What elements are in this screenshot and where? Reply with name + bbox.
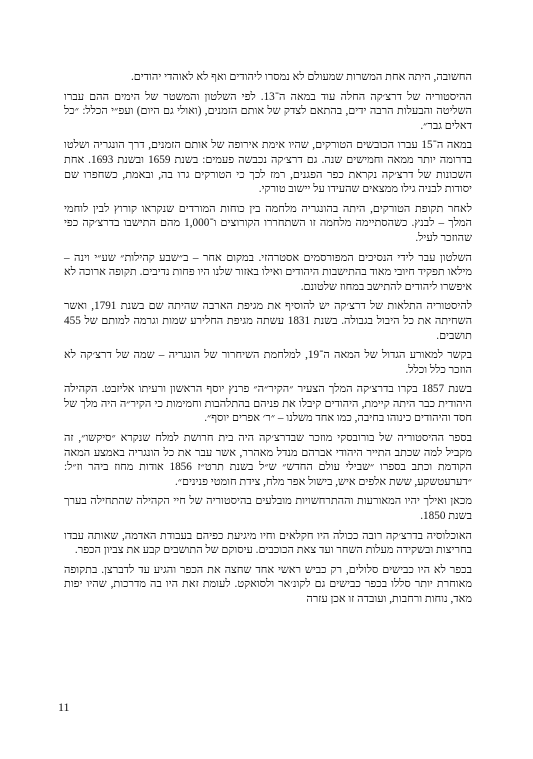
paragraph: ההיסטוריה של דרצ׳קה החלה עוד במאה ה־13. לפי השלטון והמשטר של הימים ההם עברו השליטה והבעלות הרבה ידים, בהתאם לצדק של אותם הזמנים, (ואולי גם היום) ועפ״י הכלל: ״כל דאלים גבר״.: [64, 90, 472, 132]
paragraph: בשנת 1857 בקרו בדרצ׳קה המלך הצעיר ״הקיר״ה״ פרנץ יוסף הראשון ורעיתו אליזבט. הקהילה היהודית כבר היתה קיימת, היהודים קיבלו את פניהם בהתלהבות וחמימות כי הקיר״ה היה מלך של חסד והיהודים כינוהו בחיבה, כמו אחד משלנו – ״ר׳ אפרים יוסף״.: [64, 383, 472, 425]
paragraph: בכפר לא היו כבישים סלולים, רק כביש ראשי אחד שחצה את הכפר והגיע עד לדברצן. בתקופה מאוחרת יותר סללו בכפר כבישים גם לקונ׳אר ולסואקט. לעומת זאת היו בה מדרכות, שהיו יפות מאד, נוחות ורחבות, ועובדה זו אכן עזרה: [64, 563, 472, 605]
paragraph: מכאן ואילך יהיו המאורעות וההתרחשויות מובלעים בהיסטוריה של חיי הקהילה שהתחילה בערך בשנת 1850.: [64, 495, 472, 523]
paragraph: לאחר תקופת הטורקים, היתה בהונגריה מלחמה בין כוחות המורדים שנקראו קורוץ לבין לוחמי המלך – לבנץ. כשהסתיימה מלחמה זו השתחררו הקורוצים ו־1,000 מהם התישבו בדרצ׳קה כפי שהוזכר לעיל.: [64, 202, 472, 244]
paragraph: בספר ההיסטוריה של בורובסקי מוזכר שבדרצ׳קה היה בית חרושת למלח שנקרא ״סיקשו״, זה מקביל למה שכתב התייר היהודי אברהם מנדל מאהרר, אשר עבר את כל הונגריה באמצע המאה הקודמת וכתב בספרו ״שבילי עולם החדש״ ש״ל בשנת תרט״ז 1856 אודות מחוז ביהר וז״ל: ״דערעטשקע, ששת אלפים איש, בישול אפר מלח, צידת חומטי פנינים״.: [64, 432, 472, 488]
paragraph: החשובה, היתה אחת המשרות שמעולם לא נמסרו ליהודים ואף לא לאוהדי יהודים.: [130, 71, 472, 83]
paragraph: להיסטוריה התלאות של דרצ׳קה יש להוסיף את מגיפת הארבה שהיתה שם בשנת 1791, ואשר השחיתה את כל היבול בגבולה. בשנת 1831 עשתה מגיפת החלירע שמות וגרמה למותם של 455 תושבים.: [64, 300, 472, 342]
paragraph: השלטון עבר לידי הנסיכים המפורסמים אסטרהזי. במקום אחר – ב״שבע קהילות״ שע״י וינה – מילאו תפקיד חיובי מאוד בהתישבות היהודים ואילו באזור שלנו היו פחות נדיבים. תקופה ארוכה לא איפשרו ליהודים להתישב במחוז שלטונם.: [64, 251, 472, 293]
paragraph: במאה ה־15 עברו הכובשים הטורקים, שהיו אימת אירופה של אותם הזמנים, דרך הונגריה ושלטו בדרומה יותר ממאה וחמישים שנה. גם דרצ׳קה נכבשה פעמים: בשנת 1659 ובשנת 1693. אחת השכונות של דרצ׳קה נקראת כפר הפגנים, רמז לכך כי הטורקים גרו בה, ובאמת, כשחפרו שם יסודות לבניה גילו ממצאים שהעידו על יישוב טורקי.: [64, 139, 472, 196]
page-number: 11: [58, 700, 70, 714]
body-text: [64, 70, 472, 612]
paragraph: בקשר למאורע הגדול של המאה ה־19, למלחמת השיחרור של הונגריה – שמה של דרצ׳קה לא הוזכר כלל וכלל.: [64, 349, 472, 376]
paragraph: האוכלוסיה בדרצ׳קה רובה ככולה היו חקלאים וחיו מיגיעת כפיהם בעבודת האדמה, שאותה עבדו בחריצות ובשקידה מעלות השחר ועד צאת הכוכבים. עיסוקם של התושבים קבע את צביון הכפר.: [64, 529, 472, 557]
